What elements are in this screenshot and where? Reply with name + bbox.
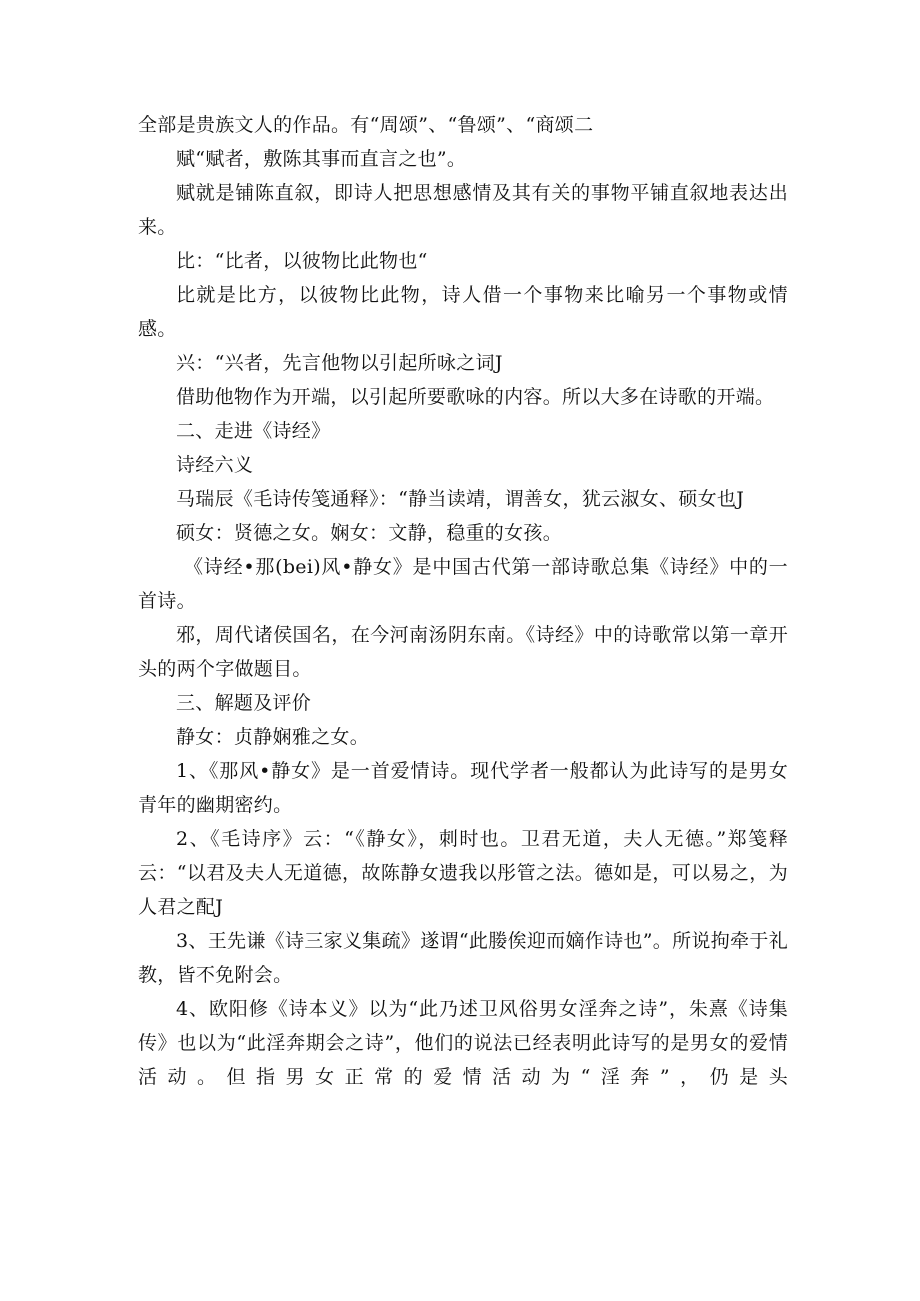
- text-paragraph: 4、欧阳修《诗本义》以为“此乃述卫风俗男女淫奔之诗”，朱熹《诗集传》也以为“此淫奔期会之诗”，他们的说法已经表明此诗写的是男女的爱情活动。但指男女正常的爱情活动为“淫奔”，仍是头: [138, 998, 788, 1088]
- text-paragraph: 比就是比方，以彼物比此物，诗人借一个事物来比喻另一个事物或情感。: [138, 284, 788, 340]
- document-text: [138, 108, 788, 1094]
- text-paragraph: 《诗经•那(bei)风•静女》是中国古代第一部诗歌总集《诗经》中的一首诗。: [138, 556, 788, 612]
- text-paragraph: 静女：贞静娴雅之女。: [176, 726, 370, 748]
- text-paragraph: 1、《那风•静女》是一首爱情诗。现代学者一般都认为此诗写的是男女青年的幽期密约。: [138, 760, 788, 816]
- text-paragraph: 全部是贵族文人的作品。有“周颂”、“鲁颂”、“商颂二: [138, 114, 594, 136]
- text-paragraph: 马瑞辰《毛诗传笺通释》：“静当读靖，谓善女，犹云淑女、硕女也J: [176, 488, 745, 510]
- text-paragraph: 借助他物作为开端，以引起所要歌咏的内容。所以大多在诗歌的开端。: [176, 386, 775, 408]
- text-paragraph: 兴：“兴者，先言他物以引起所咏之词J: [176, 352, 503, 374]
- text-paragraph: 硕女：贤德之女。娴女：文静，稳重的女孩。: [176, 522, 563, 544]
- text-paragraph: 邪，周代诸侯国名，在今河南汤阴东南。《诗经》中的诗歌常以第一章开头的两个字做题目。: [138, 624, 788, 680]
- section-heading: 二、走进《诗经》: [176, 420, 331, 442]
- text-paragraph: 比：“比者，以彼物比此物也“: [176, 250, 428, 272]
- text-paragraph: 2、《毛诗序》云：“《静女》，刺时也。卫君无道，夫人无德。”郑笺释云：“以君及夫人无道德，故陈静女遗我以彤管之法。德如是，可以易之，为人君之配J: [138, 828, 788, 918]
- text-paragraph: 3、王先谦《诗三家义集疏》遂谓“此媵俟迎而嫡作诗也”。所说拘牵于礼教，皆不免附会。: [138, 930, 788, 986]
- section-heading: 三、解题及评价: [176, 692, 312, 714]
- text-paragraph: 赋“赋者，敷陈其事而直言之也”。: [176, 148, 467, 170]
- text-paragraph: 诗经六义: [176, 454, 254, 476]
- text-paragraph: 赋就是铺陈直叙，即诗人把思想感情及其有关的事物平铺直叙地表达出来。: [138, 182, 788, 238]
